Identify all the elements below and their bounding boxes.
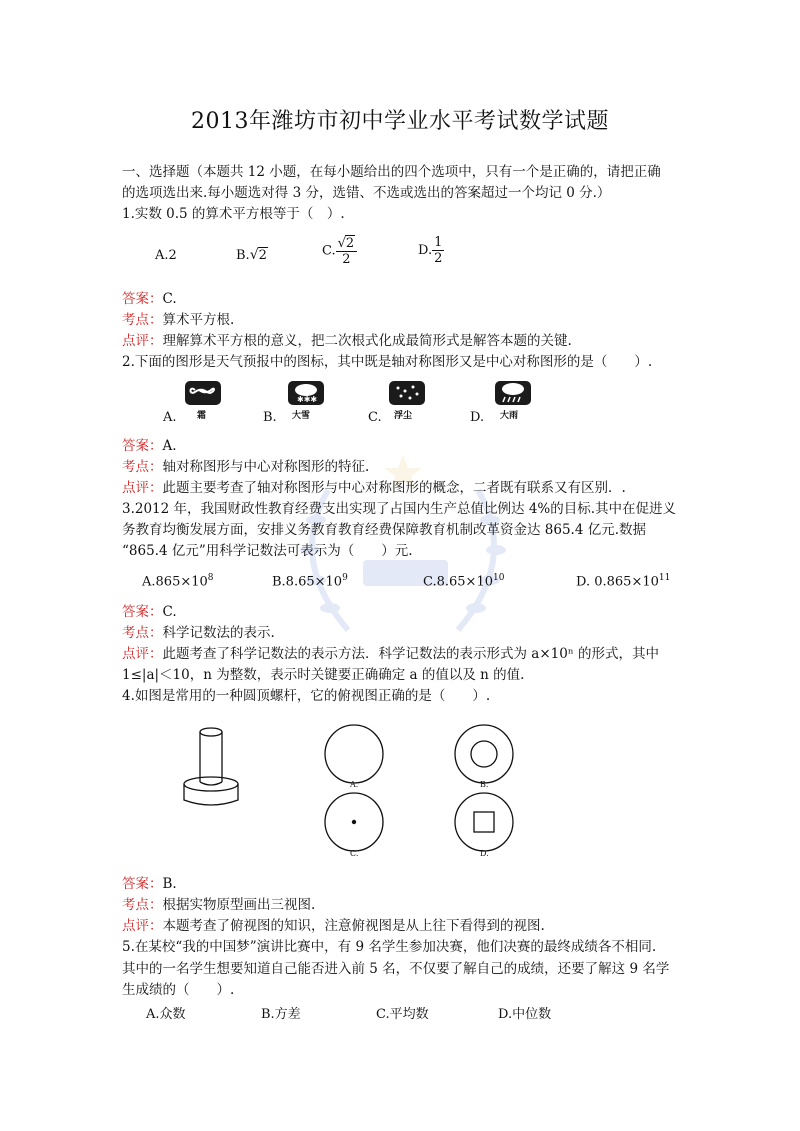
q3-option-d-base: D. 0.865×10 — [576, 574, 659, 590]
q1-stem: 1.实数 0.5 的算术平方根等于（ ）. — [122, 206, 345, 222]
q2-icon-a-label: 霜 — [197, 411, 207, 421]
q5-stem-line-1: 5.在某校“我的中国梦”演讲比赛中，有 9 名学生参加决赛，他们决赛的最终成绩各不相同. — [122, 939, 657, 955]
q3-option-a-exponent: 8 — [207, 573, 214, 583]
q2-comment-line — [122, 478, 626, 498]
sqrt-sign: √ — [337, 236, 346, 251]
q1-option-b-label: B. — [236, 248, 250, 263]
q1-point: 算术平方根. — [162, 312, 235, 328]
q3-option-d-exponent: 11 — [658, 573, 671, 583]
q1-option-c-label: C. — [322, 243, 336, 259]
q2-icon-d-label: 大雨 — [500, 411, 519, 421]
q1-option-c-fraction — [336, 235, 358, 267]
q5-option-a: A.众数 — [146, 1007, 186, 1022]
frost-weather-icon — [185, 381, 221, 405]
q1-answer-line — [122, 289, 177, 309]
comment-label: 点评： — [122, 333, 163, 349]
q1-option-a: A.2 — [155, 248, 177, 263]
q3-stem-line-3: “865.4 亿元”用科学记数法可表示为（ ）元. — [122, 543, 413, 559]
q3-option-a-base: A.865×10 — [142, 574, 208, 590]
q2-option-d: D. — [470, 410, 485, 425]
comment-label: 点评： — [122, 646, 163, 662]
q1-option-d — [418, 235, 444, 266]
sqrt-sign: √ — [249, 247, 259, 263]
q1-option-c-numerator: 2 — [345, 236, 355, 251]
point-label: 考点： — [122, 625, 163, 641]
q4-comment: 本题考查了俯视图的知识，注意俯视图是从上往下看得到的视图. — [162, 918, 545, 934]
q4-figure-c-label: C. — [350, 849, 359, 858]
svg-text:✱✱✱: ✱✱✱ — [297, 395, 318, 404]
q1-option-d-denominator: 2 — [434, 251, 443, 266]
q2-answer-line — [122, 436, 177, 456]
q1-option-d-numerator: 1 — [434, 235, 443, 250]
q1-option-b — [236, 247, 268, 263]
q2-point: 轴对称图形与中心对称图形的特征. — [162, 459, 370, 475]
round-head-bolt-figure — [180, 722, 250, 812]
q4-answer: B. — [162, 876, 177, 892]
q1-option-c-denominator: 2 — [342, 252, 351, 267]
q1-option-b-radicand: 2 — [258, 248, 267, 263]
q3-option-b-exponent: 9 — [342, 573, 348, 583]
q2-option-a: A. — [163, 410, 177, 425]
q4-figure-b-label: B. — [480, 780, 489, 789]
q2-answer: A. — [162, 438, 177, 454]
q2-comment: 此题主要考查了轴对称图形与中心对称图形的概念，二者既有联系又有区别．. — [162, 480, 626, 496]
q4-figure-a-label: A. — [350, 780, 359, 789]
q3-option-c — [423, 573, 504, 589]
q3-comment-1: 此题考查了科学记数法的表示方法．科学记数法的表示形式为 a×10ⁿ 的形式，其中 — [162, 646, 659, 662]
section-intro-line-1 — [122, 162, 661, 182]
q3-option-b-base: B.8.65×10 — [272, 574, 343, 590]
q3-stem-line-1: 3.2012 年，我国财政性教育经费支出实现了占国内生产总值比例达 4%的目标.其中在促进义 — [122, 501, 677, 517]
q3-answer-line — [122, 602, 177, 622]
q3-answer: C. — [162, 604, 177, 620]
q4-stem: 4.如图是常用的一种圆顶螺杆，它的俯视图正确的是（ ）. — [122, 688, 491, 704]
q3-option-d — [576, 573, 670, 589]
q3-option-a — [142, 573, 214, 589]
comment-label: 点评： — [122, 918, 163, 934]
comment-label: 点评： — [122, 480, 163, 496]
floating-dust-icon — [389, 381, 425, 405]
q1-option-c — [322, 235, 357, 267]
answer-label: 答案： — [122, 291, 163, 307]
q3-comment-line-2: 1≤|a|＜10，n 为整数，表示时关键要正确确定 a 的值以及 n 的值. — [122, 667, 525, 683]
answer-label: 答案： — [122, 604, 163, 620]
q2-option-c: C. — [368, 410, 382, 425]
q1-option-d-fraction — [432, 235, 444, 266]
q5-option-b: B.方差 — [261, 1007, 301, 1022]
q3-stem-line-2: 务教育均衡发展方面，安排义务教育教育经费保障教育机制改革资金达 865.4 亿元.数据 — [122, 522, 647, 538]
q4-point: 根据实物原型画出三视图. — [162, 897, 316, 913]
section-intro-1: （本题共 12 小题，在每小题给出的四个选项中，只有一个是正确的，请把正确 — [189, 164, 661, 180]
q2-icon-b-label: 大雪 — [292, 411, 311, 421]
q4-comment-line — [122, 916, 545, 936]
q5-stem-line-2: 其中的一名学生想要知道自己能否进入前 5 名，不仅要了解自己的成绩，还要了解这 9 名学 — [122, 961, 670, 977]
section-heading: 一、选择题 — [122, 164, 190, 180]
q1-comment: 理解算术平方根的意义，把二次根式化成最简形式是解答本题的关键. — [162, 333, 572, 349]
q1-point-line — [122, 310, 234, 330]
q2-option-b: B. — [263, 410, 277, 425]
q2-point-line — [122, 457, 369, 477]
answer-label: 答案： — [122, 438, 163, 454]
page-title: 2013年潍坊市初中学业水平考试数学试题 — [191, 109, 609, 134]
point-label: 考点： — [122, 312, 163, 328]
q1-comment-line — [122, 331, 572, 351]
q5-option-d: D.中位数 — [498, 1007, 552, 1022]
q1-answer: C. — [162, 291, 177, 307]
q3-option-b — [272, 573, 348, 589]
q3-option-c-exponent: 10 — [493, 573, 505, 583]
answer-label: 答案： — [122, 876, 163, 892]
q5-stem-line-3: 生成绩的（ ）. — [122, 982, 235, 998]
q3-point: 科学记数法的表示. — [162, 625, 275, 641]
point-label: 考点： — [122, 897, 163, 913]
q2-icon-c-label: 浮尘 — [394, 411, 413, 421]
heavy-rain-icon — [495, 381, 531, 405]
q3-point-line — [122, 623, 275, 643]
q3-comment-line — [122, 644, 659, 664]
section-intro-line-2: 的选项选出来.每小题选对得 3 分，选错、不选或选出的答案超过一个均记 0 分.） — [122, 185, 611, 201]
q4-figure-d-label: D. — [480, 849, 489, 858]
heavy-snow-icon — [288, 381, 324, 405]
q4-point-line — [122, 895, 315, 915]
q4-answer-line — [122, 874, 177, 894]
q2-stem: 2.下面的图形是天气预报中的图标，其中既是轴对称图形又是中心对称图形的是（ ）. — [122, 354, 653, 370]
q3-option-c-base: C.8.65×10 — [423, 574, 493, 590]
point-label: 考点： — [122, 459, 163, 475]
q5-option-c: C.平均数 — [376, 1007, 429, 1022]
q1-option-d-label: D. — [418, 243, 433, 258]
